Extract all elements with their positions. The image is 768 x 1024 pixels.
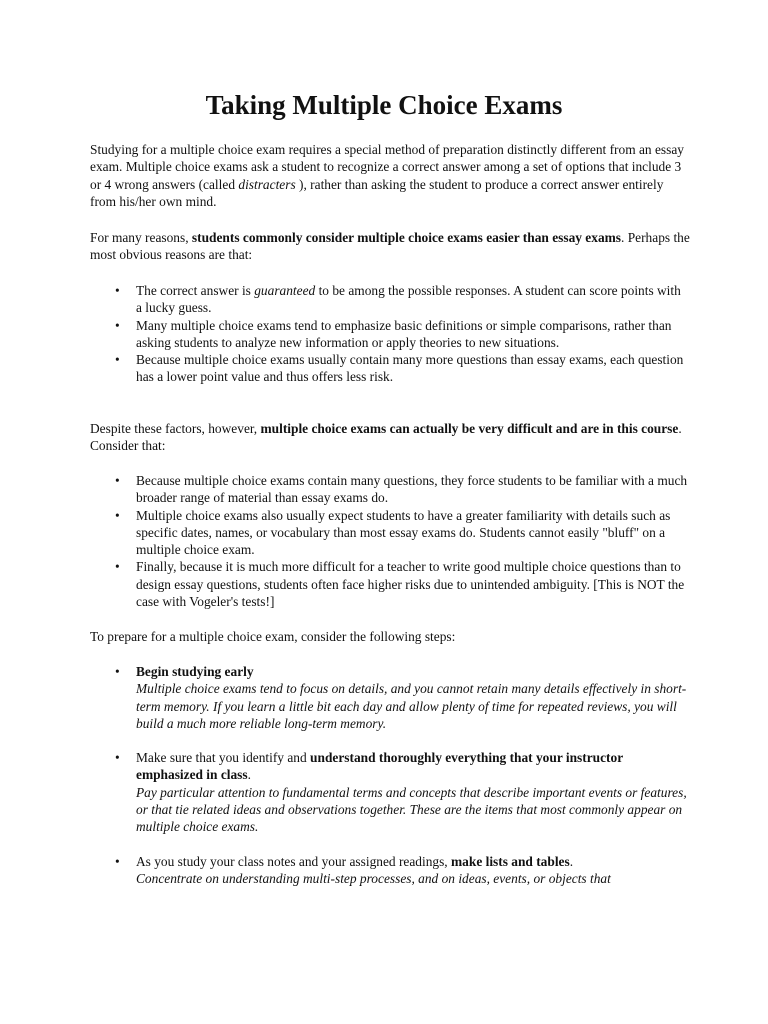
step-2-detail: Pay particular attention to fundamental terms and concepts that describe important events or features, or that tie related ideas and observations together. These are the items that most commonly appear on multiple choice exams. <box>136 784 687 835</box>
step-3-text-b: . <box>569 853 574 869</box>
list-item <box>90 351 690 386</box>
reasons-list <box>90 282 690 386</box>
step-3-detail: Concentrate on understanding multi-step processes, and on ideas, events, or objects that <box>136 870 611 886</box>
difficulty-text-b: . Consider that: <box>90 421 682 454</box>
bullet-icon: • <box>115 559 120 575</box>
bullet-icon: • <box>115 317 120 333</box>
step-1-detail: Multiple choice exams tend to focus on details, and you cannot retain many details effectively in short-term memory. If you learn a little bit each day and allow plenty of time for repeated reviews, you will build a much more reliable long-term memory. <box>136 681 687 731</box>
step-2-text-b: . <box>247 767 251 783</box>
intro-paragraph <box>90 141 690 210</box>
list-item <box>90 282 690 317</box>
list-item <box>90 558 690 610</box>
list-item <box>90 853 690 888</box>
step-2-bold: understand thoroughly everything that your instructor emphasized in class <box>136 750 623 783</box>
reason-1-italic: guaranteed <box>254 283 316 298</box>
reason-2-text: Many multiple choice exams tend to emphasize basic definitions or simple comparisons, rather than asking students to analyze new information or apply theories to new situations. <box>136 317 672 350</box>
intro-text-b: ), rather than asking the student to produce a correct answer entirely from his/her own mind. <box>90 176 664 209</box>
reasons-text-b: . Perhaps the most obvious reasons are that: <box>90 230 690 263</box>
difficulty-2-text: Multiple choice exams also usually expect students to have a greater familiarity with details such as specific dates, names, or vocabulary than most essay exams do. Students cannot easily "bluff" on a multiple choice exam. <box>136 507 671 558</box>
reason-3-text: Because multiple choice exams usually contain many more questions than essay exams, each question has a lower point value and thus offers less risk. <box>136 352 684 385</box>
bullet-icon: • <box>115 853 120 869</box>
reason-1-text-a: The correct answer is <box>136 283 255 298</box>
list-item <box>90 472 690 507</box>
list-item <box>90 749 690 835</box>
step-1-bold: Begin studying early <box>136 664 254 679</box>
difficulty-paragraph <box>90 420 690 455</box>
bullet-icon: • <box>115 352 120 368</box>
reasons-text-a: For many reasons, <box>90 230 192 245</box>
list-item <box>90 663 690 732</box>
difficulty-1-text: Because multiple choice exams contain many questions, they force students to be familiar with a much broader range of material than essay exams do. <box>136 473 688 506</box>
difficulty-3-text: Finally, because it is much more difficult for a teacher to write good multiple choice questions than to design essay questions, students often face higher risks due to unintended ambiguity. [This is NOT the case with Vogeler's tests!] <box>136 559 685 610</box>
intro-text-a: Studying for a multiple choice exam requires a special method of preparation distinctly different from an essay exam. Multiple choice exams ask a student to recognize a correct answer among a set of options that include 3 or 4 wrong answers (called <box>90 142 684 192</box>
intro-italic-term: distracters <box>238 176 296 192</box>
difficulty-list <box>90 472 690 610</box>
bullet-icon: • <box>115 507 120 523</box>
bullet-icon: • <box>115 750 120 766</box>
page-title: Taking Multiple Choice Exams <box>205 90 563 120</box>
step-3-text-a: As you study your class notes and your assigned readings, <box>136 853 452 869</box>
bullet-icon: • <box>115 664 120 679</box>
bullet-icon: • <box>115 473 120 488</box>
step-3-bold: make lists and tables <box>451 853 570 869</box>
reasons-paragraph <box>90 229 690 264</box>
steps-list <box>90 663 690 887</box>
reason-1-text-b: to be among the possible responses. A student can score points with a lucky guess. <box>136 283 681 316</box>
bullet-icon: • <box>115 283 120 298</box>
reasons-bold: students commonly consider multiple choice exams easier than essay exams <box>191 230 622 245</box>
difficulty-bold: multiple choice exams can actually be very difficult and are in this course <box>260 421 679 436</box>
list-item <box>90 507 690 559</box>
steps-intro: To prepare for a multiple choice exam, consider the following steps: <box>90 629 456 644</box>
difficulty-text-a: Despite these factors, however, <box>90 421 261 436</box>
step-2-text-a: Make sure that you identify and <box>136 750 311 766</box>
list-item <box>90 317 690 352</box>
